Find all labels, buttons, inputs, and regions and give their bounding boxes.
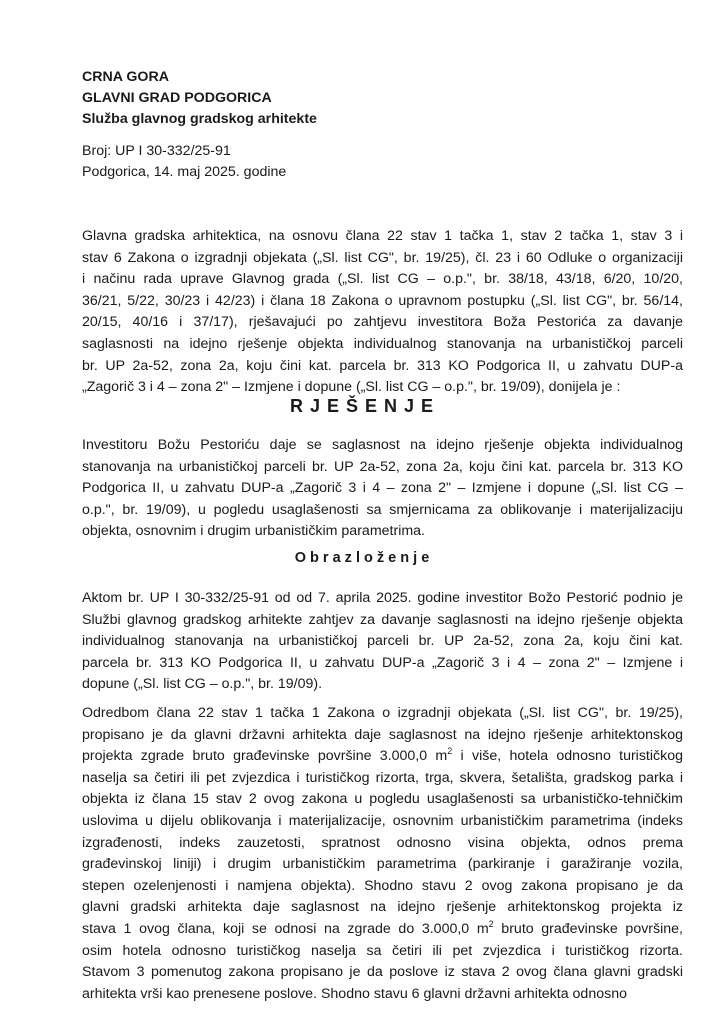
text-line: glavni gradski arhitekta daje saglasnost na idejno rješenje arhitektonskog projekta iz (82, 899, 683, 916)
text-line: saglasnosti na idejno rješenje objekta individualnog stanovanja na urbanističkoj parceli (82, 335, 683, 352)
header-office: Služba glavnog gradskog arhitekte (82, 111, 317, 127)
text-line: „Zagorič 3 i 4 – zona 2" – Izmjene i dopune („Sl. list CG – o.p.", br. 19/09), donijela je : (82, 379, 621, 396)
text-line: i načinu rada uprave Glavnog grada („Sl. list CG – o.p.", br. 38/18, 43/18, 6/20, 10/20, (82, 271, 683, 288)
text-line: Stavom 3 pomenutog zakona propisano je da poslove iz stava 2 ovog člana glavni gradski (82, 964, 683, 981)
text-line: izgrađenosti, indeks zauzetosti, spratnost odnosno visina objekta, odnos prema (82, 834, 683, 851)
text-line: naselja sa četiri ili pet zvjezdica i turističkog rizorta, trga, skvera, šetališta, gradskog parka i (82, 769, 683, 786)
header-country: CRNA GORA (82, 69, 169, 85)
text-line: parcela br. 313 KO Podgorica II, u zahvatu DUP-a „Zagorič 3 i 4 – zona 2" – Izmjene i (82, 654, 683, 671)
reasoning-title: O b r a z l o ž e n j e (294, 550, 430, 566)
superscript: 2 (447, 746, 453, 757)
text-line: građevinskoj liniji) i drugim urbanističkim parametrima (parkiranje i garažiranje vozila, (82, 856, 683, 873)
text-line: stanovanja na urbanističkoj parceli br. UP 2a-52, zona 2a, koju čini kat. parcela br. 313 KO (82, 458, 683, 475)
text-line: o.p.", br. 19/09), u pogledu usaglašenosti sa smjernicama za oblikovanje i materijalizaciju (82, 501, 683, 518)
text-line: projekta zgrade bruto građevinske površine 3.000,0 $m^2$ i više, hotela odnosno turističkog (82, 746, 683, 765)
text-line: 20/15, 40/16 i 37/17), rješavajući po zahtjevu investitora Boža Pestorića za davanje (82, 314, 683, 331)
text-line: Glavna gradska arhitektica, na osnovu člana 22 stav 1 tačka 1, stav 2 tačka 1, stav 3 i (82, 228, 683, 244)
text-line: dopune („Sl. list CG – o.p.", br. 19/09). (82, 676, 323, 693)
text-line: stav 6 Zakona o izgradnji objekata („Sl. list CG", br. 19/25), čl. 23 i 60 Odluke o organizaciji (82, 249, 683, 266)
text-line: individualnog stanovanja na urbanističkoj parceli br. UP 2a-52, zona 2a, koju čini kat. (82, 633, 683, 650)
text-line: Investitoru Božu Pestoriću daje se saglasnost na idejno rješenje objekta individualnog (82, 437, 683, 453)
text-line: 36/21, 5/22, 30/23 i 42/23) i člana 18 Zakona o upravnom postupku („Sl. list CG", br. 56/14, (82, 292, 683, 309)
text-line: stava 1 ovog člana, koji se odnosi na zgrade do 3.000,0 $m^2$ bruto građevinske površine, (82, 918, 683, 937)
text-line: Aktom br. UP I 30-332/25-91 od od 7. aprila 2025. godine investitor Božo Pestorić podnio je (82, 590, 683, 606)
text-line: osim hotela odnosno turističkog naselja sa četiri ili pet zvjezdica i turističkog rizorta. (82, 942, 683, 959)
document-number: Broj: UP I 30-332/25-91 (82, 143, 231, 159)
header-city: GLAVNI GRAD PODGORICA (82, 90, 272, 106)
text-line: propisano je da glavni državni arhitekta daje saglasnost na idejno rješenje arhitektonskog (82, 726, 683, 743)
superscript: 2 (488, 918, 494, 929)
text-line: objekta, osnovnim i drugim urbanističkim parametrima. (82, 523, 425, 540)
reasoning-paragraph-1 (82, 588, 683, 696)
text-line: stepen ozelenjenosti i namjena objekta). Shodno stavu 2 ovog zakona propisano je da (82, 877, 683, 894)
text-line: Podgorica II, u zahvatu DUP-a „Zagorič 3 i 4 – zona 2" – Izmjene i dopune („Sl. list CG – (82, 480, 683, 497)
decision-paragraph (82, 435, 683, 543)
reasoning-paragraph-2 (82, 703, 683, 1005)
intro-paragraph (82, 226, 683, 399)
text-line: Odredbom člana 22 stav 1 tačka 1 Zakona o izgradnji objekata („Sl. list CG", br. 19/25), (82, 705, 683, 721)
text-line: br. UP 2a-52, zona 2a, koju čini kat. parcela br. 313 KO Podgorica II, u zahvatu DUP-a (82, 357, 683, 374)
text-line: Službi glavnog gradskog arhitekte zahtjev za davanje saglasnosti na idejno rješenje objekta (82, 611, 683, 628)
decision-title: R J E Š E N J E (289, 396, 435, 416)
text-line: objekta iz člana 15 stav 2 ovog zakona u pogledu usaglašenosti sa urbanističko-tehničkim (82, 791, 683, 808)
place-date: Podgorica, 14. maj 2025. godine (82, 164, 287, 180)
text-line: arhitekta vrši kao prenesene poslove. Shodno stavu 6 glavni državni arhitekta odnosno (82, 985, 627, 1002)
text-line: uslovima u dijelu oblikovanja i materijalizacije, osnovnim urbanističkim parametrima (indeks (82, 812, 683, 829)
